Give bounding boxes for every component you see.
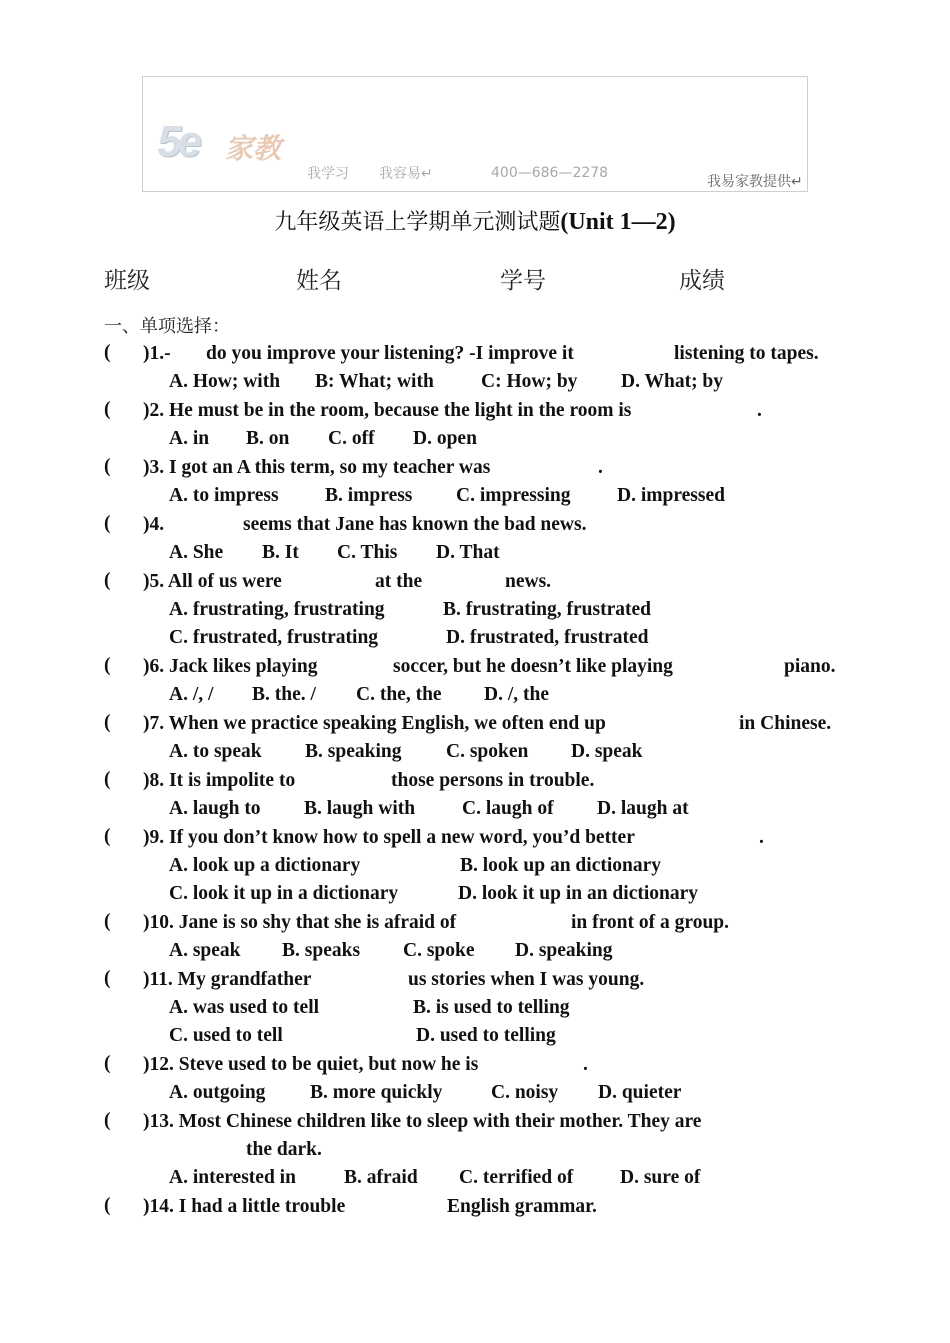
question-12-end: . xyxy=(583,1054,588,1075)
q4-option-b: B. It xyxy=(262,542,299,563)
q13-option-d: D. sure of xyxy=(620,1167,701,1188)
title-cn: 九年级英语上学期单元测试题 xyxy=(274,210,561,235)
question-6-mid: soccer, but he doesn’t like playing xyxy=(393,656,673,677)
q1-option-b: B: What; with xyxy=(315,371,434,392)
q7-option-a: A. to speak xyxy=(169,741,262,762)
question-13-text: )13. Most Chinese children like to sleep with their mother. They are xyxy=(143,1111,702,1132)
q10-option-a: A. speak xyxy=(169,940,241,961)
header-banner xyxy=(142,76,808,192)
question-10-text: )10. Jane is so shy that she is afraid of xyxy=(143,912,457,933)
q6-option-b: B. the. / xyxy=(252,684,316,705)
q11-option-d: D. used to telling xyxy=(416,1025,556,1046)
question-3-text: )3. I got an A this term, so my teacher was xyxy=(143,457,491,478)
q9-option-c: C. look it up in a dictionary xyxy=(169,883,399,904)
question-1-number: )1.- xyxy=(143,343,171,364)
q5-option-a: A. frustrating, frustrating xyxy=(169,599,385,620)
q1-option-a: A. How; with xyxy=(169,371,281,392)
5e-jiajiao-logo xyxy=(155,117,305,177)
question-2-text: )2. He must be in the room, because the light in the room is xyxy=(143,400,632,421)
q1-option-c: C: How; by xyxy=(481,371,578,392)
question-8-end: those persons in trouble. xyxy=(391,770,595,791)
q5-option-b: B. frustrating, frustrated xyxy=(443,599,651,620)
question-11-text: )11. My grandfather xyxy=(143,969,312,990)
q3-option-b: B. impress xyxy=(325,485,413,506)
question-14-text: )14. I had a little trouble xyxy=(143,1196,346,1217)
q4-option-a: A. She xyxy=(169,542,224,563)
question-14-end: English grammar. xyxy=(447,1196,597,1217)
question-11-end: us stories when I was young. xyxy=(408,969,645,990)
question-7-end: in Chinese. xyxy=(739,713,832,734)
score-label: 成绩 xyxy=(679,268,725,294)
logo-number: 5e xyxy=(157,117,198,166)
q3-option-a: A. to impress xyxy=(169,485,279,506)
q13-option-c: C. terrified of xyxy=(459,1167,574,1188)
q11-option-c: C. used to tell xyxy=(169,1025,283,1046)
q2-option-c: C. off xyxy=(328,428,375,449)
q11-option-b: B. is used to telling xyxy=(413,997,570,1018)
question-3-end: . xyxy=(598,457,603,478)
q12-option-c: C. noisy xyxy=(491,1082,559,1103)
question-12-text: )12. Steve used to be quiet, but now he is xyxy=(143,1054,479,1075)
q7-option-b: B. speaking xyxy=(305,741,402,762)
q3-option-d: D. impressed xyxy=(617,485,725,506)
question-5-text: )5. All of us were xyxy=(143,571,282,592)
slogan-2: 我容易↵ xyxy=(379,166,433,182)
q11-option-a: A. was used to tell xyxy=(169,997,320,1018)
question-7-text: )7. When we practice speaking English, we often end up xyxy=(143,713,606,734)
q9-option-b: B. look up an dictionary xyxy=(460,855,662,876)
q10-option-b: B. speaks xyxy=(282,940,361,961)
q6-option-c: C. the, the xyxy=(356,684,442,705)
name-label: 姓名 xyxy=(296,268,342,294)
question-6-end: piano. xyxy=(784,656,836,677)
q7-option-c: C. spoken xyxy=(446,741,529,762)
q13-option-a: A. interested in xyxy=(169,1167,296,1188)
q12-option-d: D. quieter xyxy=(598,1082,682,1103)
q10-option-c: C. spoke xyxy=(403,940,475,961)
question-5-end: news. xyxy=(505,571,552,592)
number-label: 学号 xyxy=(500,268,546,294)
q5-option-c: C. frustrated, frustrating xyxy=(169,627,379,648)
question-6-text: )6. Jack likes playing xyxy=(143,656,318,677)
q5-option-d: D. frustrated, frustrated xyxy=(446,627,649,648)
q8-option-b: B. laugh with xyxy=(304,798,416,819)
answer-blank: ( xyxy=(104,342,111,363)
title-unit: (Unit 1—2) xyxy=(560,209,676,235)
question-1-text: do you improve your listening? -I improve it xyxy=(206,343,574,364)
question-9-end: . xyxy=(759,827,764,848)
q3-option-c: C. impressing xyxy=(456,485,571,506)
question-4-number: )4. xyxy=(143,514,165,535)
question-10-end: in front of a group. xyxy=(571,912,730,933)
q8-option-c: C. laugh of xyxy=(462,798,554,819)
phone-number: 400—686—2278 xyxy=(491,165,609,181)
q13-option-b: B. afraid xyxy=(344,1167,418,1188)
provider-text: 我易家教提供↵ xyxy=(707,174,803,190)
q2-option-a: A. in xyxy=(169,428,210,449)
q9-option-a: A. look up a dictionary xyxy=(169,855,361,876)
q6-option-d: D. /, the xyxy=(484,684,549,705)
q12-option-a: A. outgoing xyxy=(169,1082,266,1103)
q4-option-c: C. This xyxy=(337,542,398,563)
q8-option-d: D. laugh at xyxy=(597,798,689,819)
question-4-text: seems that Jane has known the bad news. xyxy=(243,514,587,535)
q6-option-a: A. /, / xyxy=(169,684,214,705)
question-8-text: )8. It is impolite to xyxy=(143,770,296,791)
q2-option-b: B. on xyxy=(246,428,290,449)
q4-option-d: D. That xyxy=(436,542,500,563)
section-heading: 一、单项选择： xyxy=(104,316,230,337)
q1-option-d: D. What; by xyxy=(621,371,724,392)
q10-option-d: D. speaking xyxy=(515,940,613,961)
page-title xyxy=(0,205,950,236)
question-5-mid: at the xyxy=(375,571,423,592)
logo-chinese: 家教 xyxy=(225,132,282,165)
q8-option-a: A. laugh to xyxy=(169,798,261,819)
question-2-end: . xyxy=(757,400,762,421)
q9-option-d: D. look it up in an dictionary xyxy=(458,883,699,904)
question-9-text: )9. If you don’t know how to spell a new word, you’d better xyxy=(143,827,635,848)
q2-option-d: D. open xyxy=(413,428,477,449)
question-1-text-end: listening to tapes. xyxy=(674,343,819,364)
q12-option-b: B. more quickly xyxy=(310,1082,443,1103)
question-13-end: the dark. xyxy=(246,1139,322,1160)
slogan-1: 我学习 xyxy=(307,166,349,182)
class-label: 班级 xyxy=(104,268,150,294)
q7-option-d: D. speak xyxy=(571,741,643,762)
